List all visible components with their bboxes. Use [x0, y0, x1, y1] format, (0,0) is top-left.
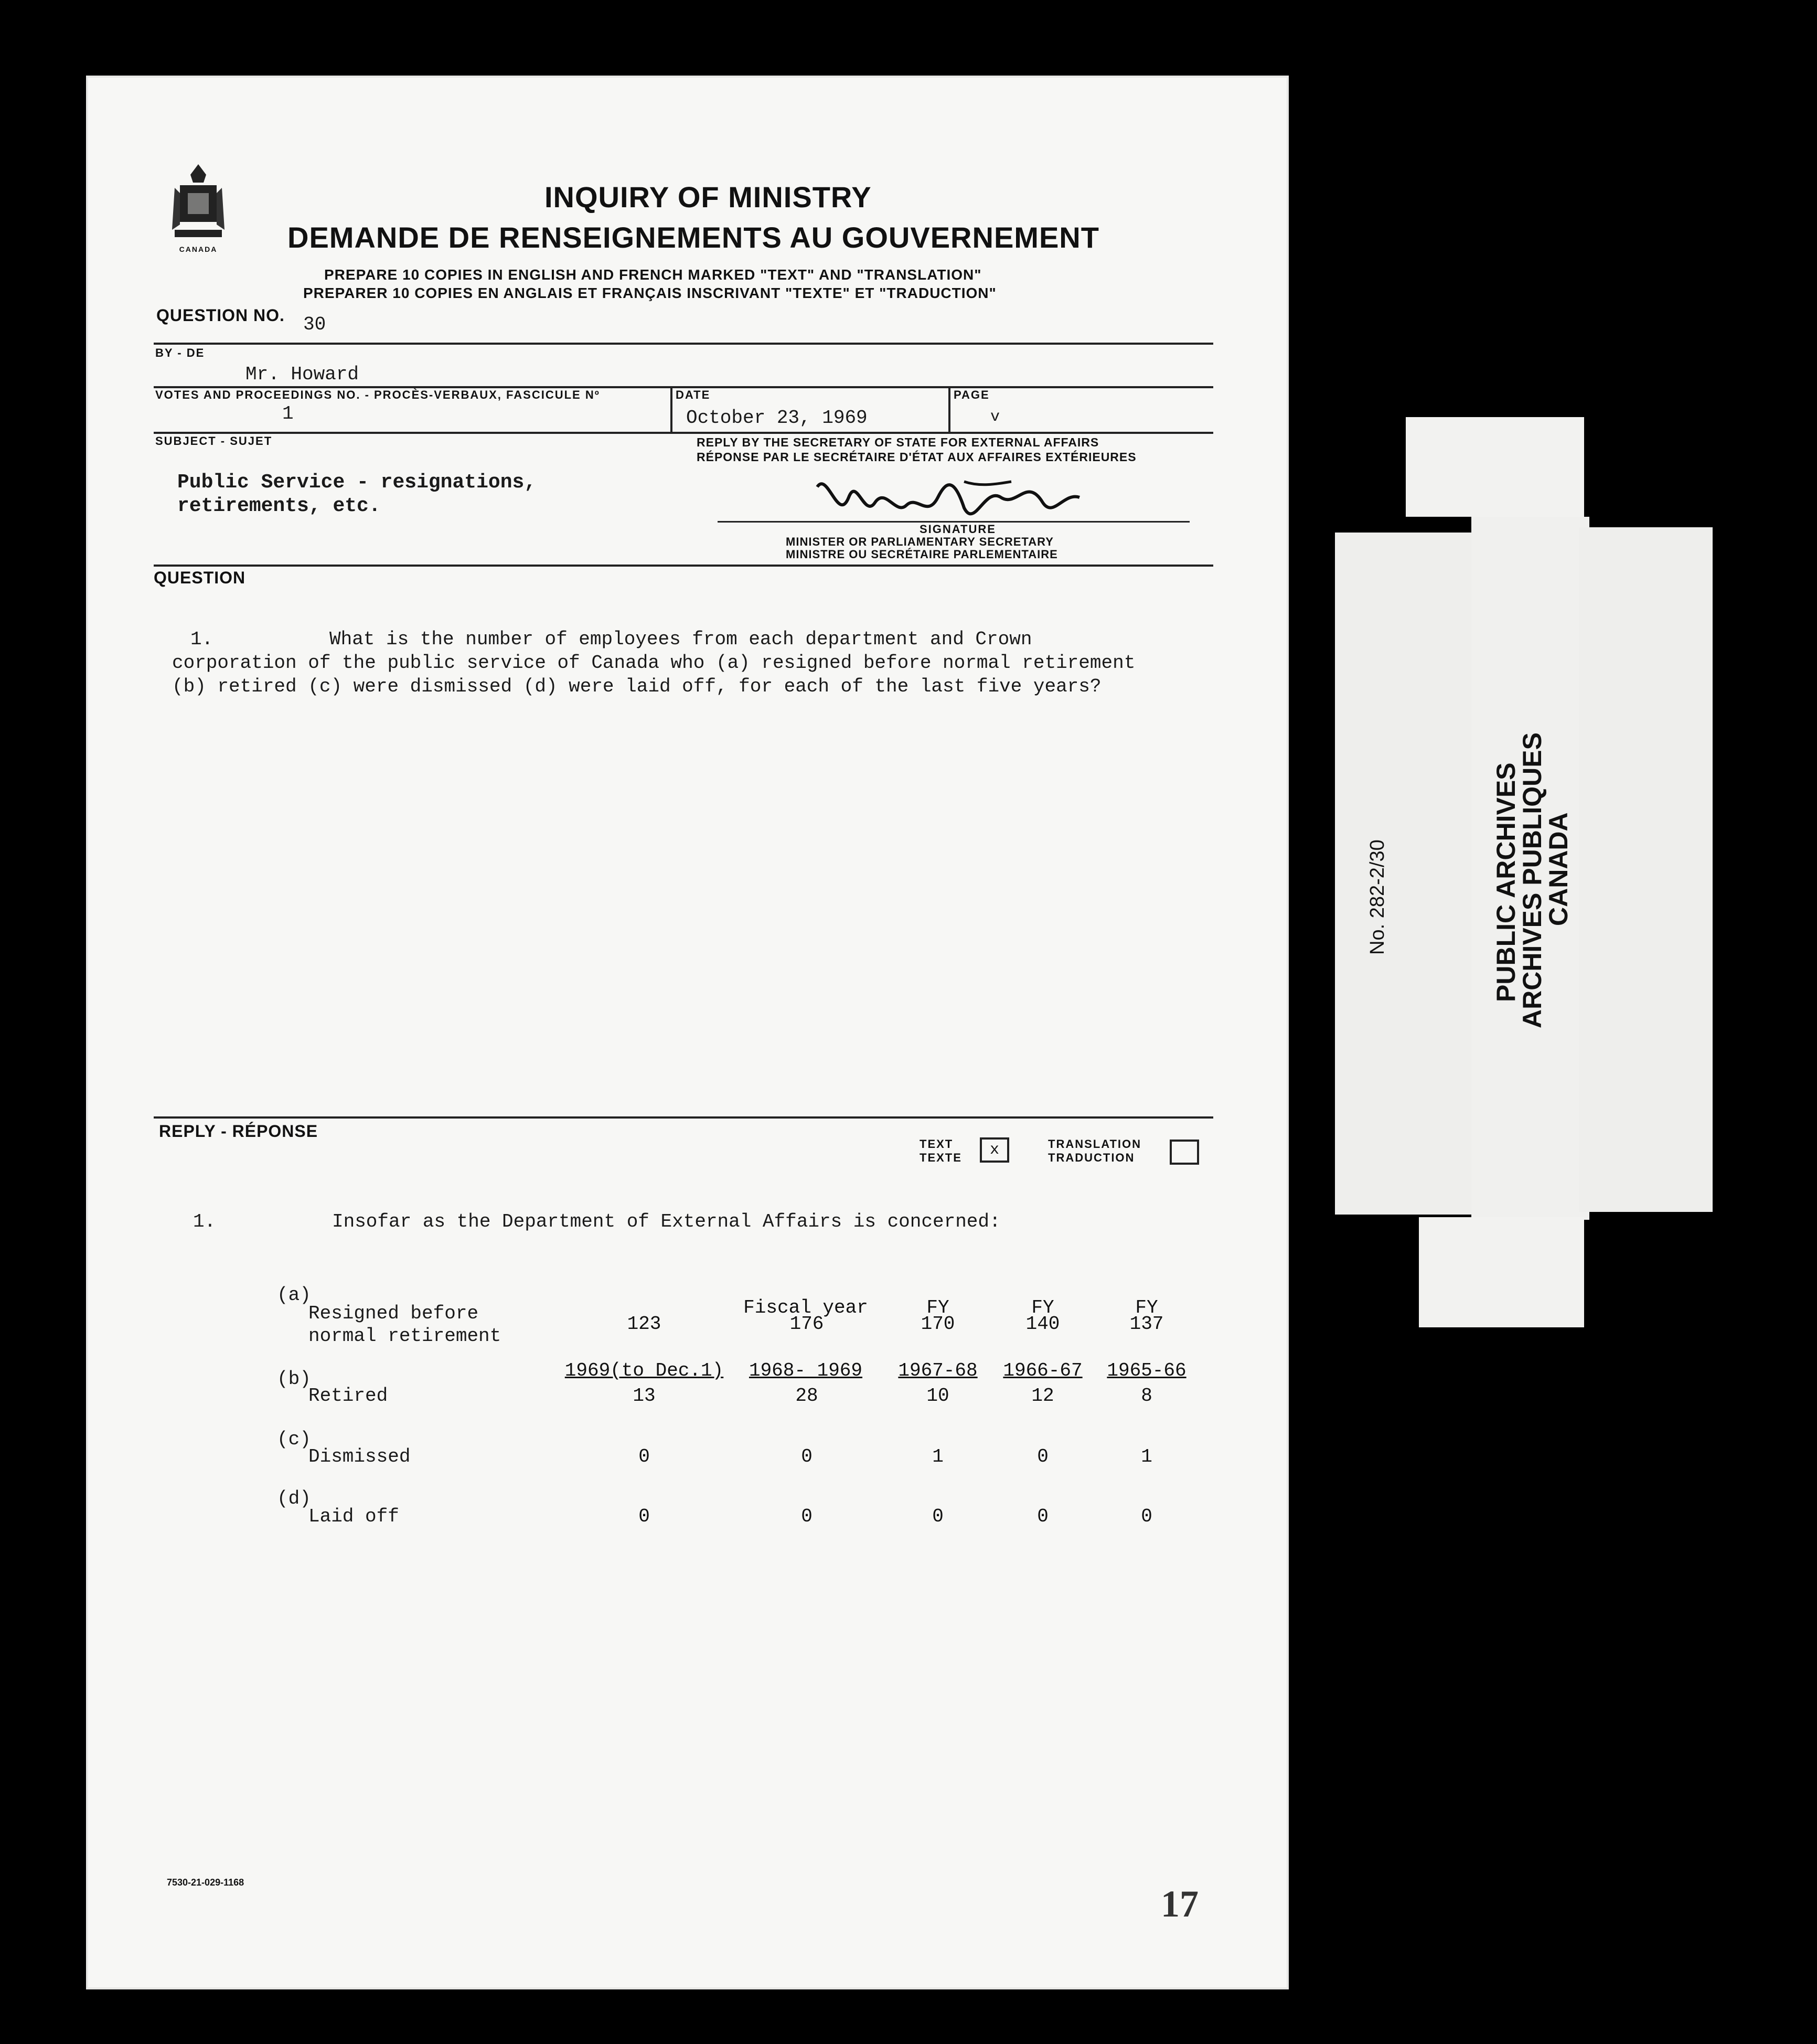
question-no-value: 30: [303, 314, 326, 335]
row-b-key: (b): [277, 1368, 311, 1390]
row-c-value-4: 0: [1037, 1446, 1049, 1467]
minister-french: MINISTRE OU SECRÉTAIRE PARLEMENTAIRE: [786, 548, 1058, 561]
subject-line-2: retirements, etc.: [177, 495, 381, 517]
row-a-value-4: 140: [1025, 1313, 1060, 1335]
row-a-value-5: 137: [1129, 1313, 1164, 1335]
row-a-label-2: normal retirement: [308, 1325, 501, 1347]
minister-english: MINISTER OR PARLIAMENTARY SECRETARY: [786, 535, 1054, 548]
reply-by-french: RÉPONSE PAR LE SECRÉTAIRE D'ÉTAT AUX AFFAIRES EXTÉRIEURES: [697, 450, 1137, 464]
col-header-5-bottom: 1965-66: [1107, 1360, 1187, 1381]
row-b-value-4: 12: [1031, 1385, 1054, 1407]
reply-by-english: REPLY BY THE SECRETARY OF STATE FOR EXTERNAL AFFAIRS: [697, 435, 1099, 449]
row-a-value-3: 170: [921, 1313, 955, 1335]
archive-line-2: ARCHIVES PUBLIQUES: [1517, 732, 1547, 1028]
text-label-english: TEXT: [920, 1137, 954, 1151]
row-b-value-3: 10: [926, 1385, 949, 1407]
question-line-1: What is the number of employees from each department and Crown: [329, 629, 1032, 650]
translation-label-french: TRADUCTION: [1048, 1151, 1135, 1164]
by-label: BY - DE: [155, 346, 205, 359]
row-a-value-1: 123: [627, 1313, 661, 1335]
text-label-french: TEXTE: [920, 1151, 962, 1164]
archive-ref: No. 282-2/30: [1366, 839, 1388, 955]
row-d-value-3: 0: [932, 1506, 944, 1527]
row-a-label-1: Resigned before: [308, 1303, 479, 1324]
page-value: v: [990, 408, 1000, 426]
col-header-2-bottom: 1968- 1969: [749, 1360, 863, 1381]
form-sheet: [88, 78, 1287, 1987]
row-a-key: (a): [277, 1284, 311, 1306]
text-checkbox[interactable]: [980, 1137, 1009, 1163]
col-header-5-top: FY: [1135, 1297, 1158, 1318]
instructions-french: PREPARER 10 COPIES EN ANGLAIS ET FRANÇAIS INSCRIVANT "TEXTE" ET "TRADUCTION": [303, 285, 997, 301]
question-label: QUESTION: [154, 568, 246, 587]
title-english: INQUIRY OF MINISTRY: [544, 180, 872, 214]
translation-checkbox[interactable]: [1170, 1140, 1199, 1165]
row-d-label-1: Laid off: [308, 1506, 399, 1527]
row-d-key: (d): [277, 1488, 311, 1509]
row-d-value-2: 0: [801, 1506, 813, 1527]
row-b-value-5: 8: [1141, 1385, 1152, 1407]
crest-label: CANADA: [179, 245, 218, 253]
date-value: October 23, 1969: [686, 407, 868, 429]
form-code: 7530-21-029-1168: [167, 1877, 244, 1888]
col-header-1-bottom: 1969(to Dec.1): [564, 1360, 724, 1381]
votes-label: VOTES AND PROCEEDINGS NO. - PROCÈS-VERBAUX, FASCICULE Nº: [155, 388, 600, 401]
by-value: Mr. Howard: [245, 364, 359, 385]
signature-label: SIGNATURE: [920, 523, 996, 536]
row-c-label-1: Dismissed: [308, 1446, 411, 1467]
row-b-label-1: Retired: [308, 1385, 388, 1407]
col-header-4-top: FY: [1031, 1297, 1054, 1318]
col-header-4-bottom: 1966-67: [1003, 1360, 1083, 1381]
row-b-value-1: 13: [633, 1385, 656, 1407]
page-number: 17: [1161, 1883, 1199, 1925]
reply-label: REPLY - RÉPONSE: [159, 1122, 318, 1141]
col-header-3-top: FY: [926, 1297, 949, 1318]
question-no-label: QUESTION NO.: [156, 306, 285, 325]
row-b-value-2: 28: [795, 1385, 818, 1407]
question-line-2: corporation of the public service of Canada who (a) resigned before normal retirement: [172, 652, 1136, 674]
instructions-english: PREPARE 10 COPIES IN ENGLISH AND FRENCH MARKED "TEXT" AND "TRANSLATION": [324, 267, 982, 283]
page-label: PAGE: [954, 388, 990, 401]
canada-crest-icon: [167, 162, 230, 256]
translation-label-english: TRANSLATION: [1048, 1137, 1142, 1151]
subject-label: SUBJECT - SUJET: [155, 434, 273, 448]
row-a-value-2: 176: [789, 1313, 824, 1335]
row-c-value-1: 0: [638, 1446, 650, 1467]
text-checkbox-mark: x: [989, 1141, 999, 1159]
date-label: DATE: [676, 388, 711, 401]
archive-line-3: CANADA: [1544, 812, 1573, 926]
row-c-key: (c): [277, 1429, 311, 1450]
row-d-value-1: 0: [638, 1506, 650, 1527]
row-c-value-3: 1: [932, 1446, 944, 1467]
row-c-value-2: 0: [801, 1446, 813, 1467]
title-french: DEMANDE DE RENSEIGNEMENTS AU GOUVERNEMENT: [287, 221, 1099, 254]
question-line-3: (b) retired (c) were dismissed (d) were laid off, for each of the last five years?: [172, 676, 1102, 697]
row-d-value-4: 0: [1037, 1506, 1049, 1527]
votes-value: 1: [282, 403, 294, 424]
archive-line-1: PUBLIC ARCHIVES: [1491, 762, 1521, 1002]
reply-intro: Insofar as the Department of External Affairs is concerned:: [332, 1211, 1001, 1232]
subject-line-1: Public Service - resignations,: [177, 471, 537, 494]
col-header-2-top: Fiscal year: [743, 1297, 868, 1318]
question-number: 1.: [190, 629, 213, 650]
col-header-3-bottom: 1967-68: [898, 1360, 978, 1381]
row-c-value-5: 1: [1141, 1446, 1152, 1467]
row-d-value-5: 0: [1141, 1506, 1152, 1527]
reply-number: 1.: [193, 1211, 216, 1232]
